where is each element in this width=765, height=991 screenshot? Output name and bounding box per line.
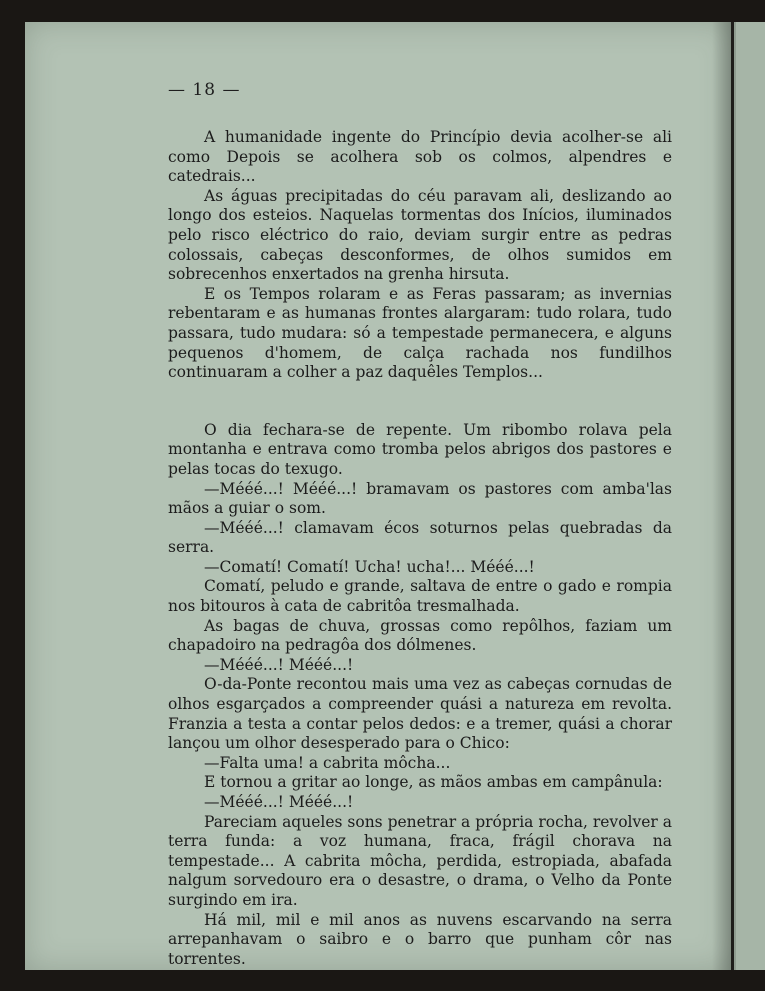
paragraph: E tornou a gritar ao longe, as mãos ambas em campânula: — [204, 773, 663, 792]
paragraph: O-da-Ponte recontou mais uma vez as cabeças cornudas de olhos esgarçados a compreender quási a natureza em revolta. Franzia a testa a contar pelos dedos: e a tremer, quási a chorar lançou um olhor desesperado para o Chico: — [168, 675, 672, 753]
paragraph: —Falta uma! a cabrita môcha... — [204, 753, 451, 772]
page-gutter — [712, 22, 734, 970]
paragraph: —Comatí! Comatí! Ucha! ucha!... Mééé...! — [204, 557, 535, 576]
paragraph: O dia fechara-se de repente. Um ribombo rolava pela montanha e entrava como tromba pelos abrigos dos pastores e pelas tocas do texugo. — [168, 420, 672, 478]
paragraph: —Mééé...! clamavam écos soturnos pelas quebradas da serra. — [168, 518, 672, 557]
paragraph: —Mééé...! Mééé...! — [204, 793, 354, 811]
paragraph: E os Tempos rolaram e as Feras passaram; as invernias rebentaram e as humanas frontes alargaram: tudo rolara, tudo passara, tudo mudara: só a tempestade permanecera, e alguns pequenos d'homem, de calça rachada nos fundilhos continuaram a colher a paz daquêles Templos... — [168, 284, 672, 382]
adjacent-page-edge — [734, 22, 765, 970]
page-number: — 18 — — [168, 80, 241, 100]
paragraph: A humanidade ingente do Princípio devia acolher-se ali como Depois se acolhera sob os colmos, alpendres e catedrais... — [168, 128, 672, 186]
paragraph: —Mééé...! Mééé...! bramavam os pastores com amba'las mãos a guiar o som. — [168, 479, 672, 518]
paragraph: Há mil, mil e mil anos as nuvens escarvando na serra arrepanhavam o saibro e o barro que punham côr nas torrentes. — [168, 910, 672, 968]
paragraph: As águas precipitadas do céu paravam ali, deslizando ao longo dos esteios. Naquelas tormentas dos Inícios, iluminados pelo risco eléctrico do raio, deviam surgir entre as pedras colossais, cabeças desconformes, de olhos sumidos em sobrecenhos enxertados na grenha hirsuta. — [168, 186, 672, 284]
body-text — [168, 128, 672, 969]
paragraph: Pareciam aqueles sons penetrar a própria rocha, revolver a terra funda: a voz humana, fraca, frágil chorava na tempestade... A cabrita môcha, perdida, estropiada, abafada nalgum sorvedouro era o desastre, o drama, o Velho da Ponte surgindo em ira. — [168, 812, 672, 909]
paragraph: —Mééé...! Mééé...! — [204, 655, 354, 674]
paragraph: As bagas de chuva, grossas como repôlhos, faziam um chapadoiro na pedragôa dos dólmenes. — [168, 616, 672, 655]
paragraph: Comatí, peludo e grande, saltava de entre o gado e rompia nos bitouros à cata de cabritôa tresmalhada. — [168, 577, 672, 616]
